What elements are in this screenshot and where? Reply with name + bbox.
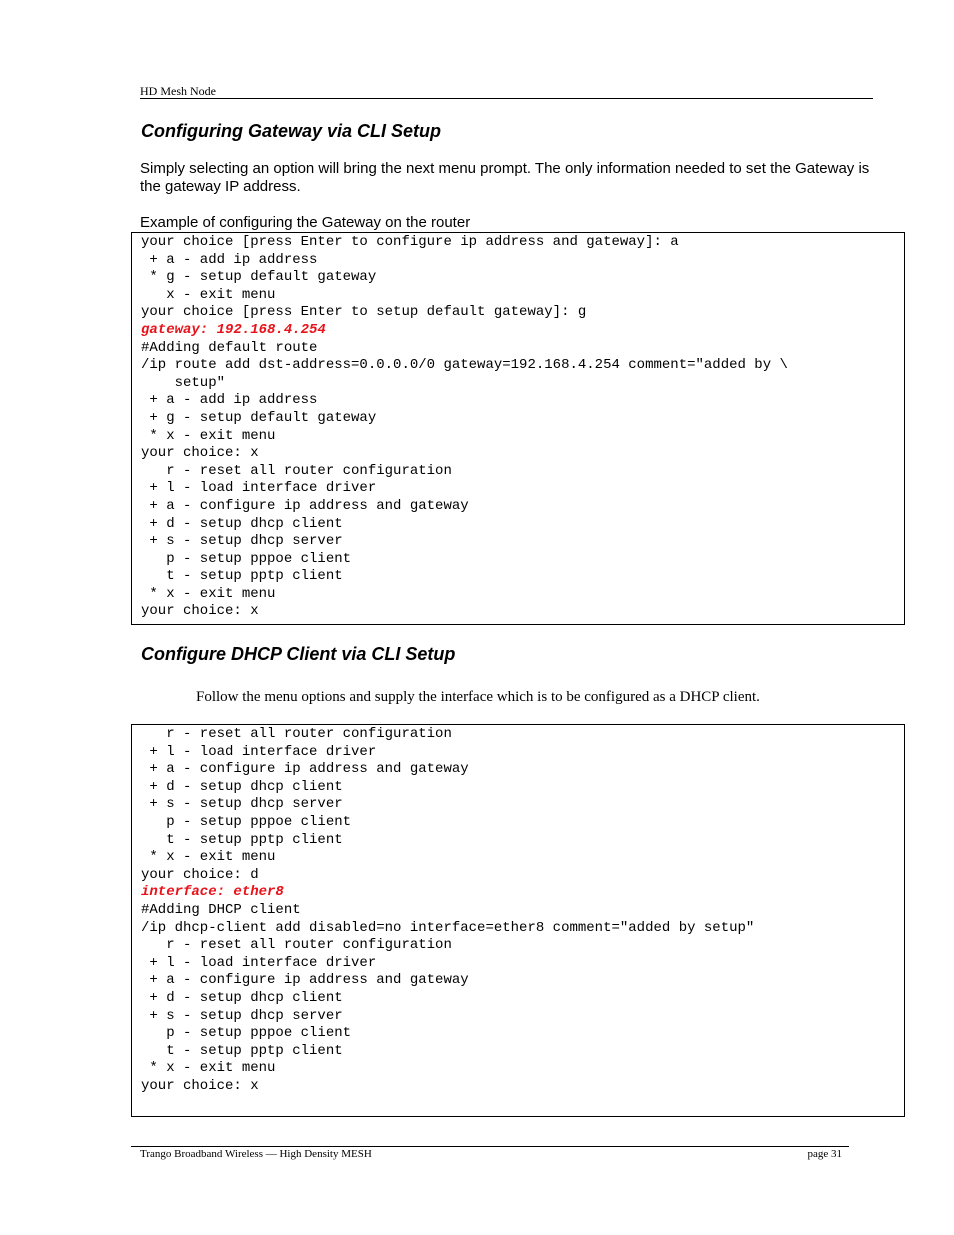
header-divider	[140, 98, 873, 99]
code-line: * x - exit menu	[141, 849, 276, 866]
code-line: your choice [press Enter to setup default gateway]: g	[141, 304, 587, 321]
code-line: /ip dhcp-client add disabled=no interface=ether8 comment="added by setup"	[141, 919, 755, 936]
code-line: /ip route add dst-address=0.0.0.0/0 gateway=192.168.4.254 comment="added by \	[141, 357, 788, 374]
code-line: + s - setup dhcp server	[141, 533, 343, 550]
code-line: * x - exit menu	[141, 427, 276, 444]
section-heading-dhcp: Configure DHCP Client via CLI Setup	[141, 644, 456, 664]
gateway-intro-paragraph: Simply selecting an option will bring the next menu prompt. The only information needed to set the Gateway is the gateway IP address.	[140, 160, 870, 195]
section-heading-gateway: Configuring Gateway via CLI Setup	[141, 121, 442, 141]
code-line: + d - setup dhcp client	[141, 778, 343, 795]
code-line: your choice [press Enter to configure ip address and gateway]: a	[141, 234, 679, 250]
code-line: #Adding default route	[141, 339, 318, 356]
code-line: + s - setup dhcp server	[141, 796, 343, 813]
gateway-code-block	[131, 232, 905, 625]
code-line: + a - configure ip address and gateway	[141, 972, 469, 989]
code-line: r - reset all router configuration	[141, 726, 452, 742]
running-header: HD Mesh Node	[140, 84, 216, 98]
code-line: + d - setup dhcp client	[141, 515, 343, 532]
gateway-example-caption: Example of configuring the Gateway on the router	[140, 214, 471, 231]
code-line: p - setup pppoe client	[141, 1025, 352, 1042]
code-line: p - setup pppoe client	[141, 813, 352, 830]
code-line: + a - configure ip address and gateway	[141, 497, 469, 514]
code-line: your choice: x	[141, 445, 259, 462]
code-line: #Adding DHCP client	[141, 901, 301, 918]
code-line: + g - setup default gateway	[141, 409, 377, 426]
code-line: your choice: x	[141, 1077, 259, 1094]
code-line: + l - load interface driver	[141, 480, 377, 497]
code-line: * x - exit menu	[141, 1060, 276, 1077]
code-line: + s - setup dhcp server	[141, 1007, 343, 1024]
code-line: t - setup pptp client	[141, 1042, 343, 1059]
code-line: r - reset all router configuration	[141, 462, 452, 479]
code-line: + d - setup dhcp client	[141, 989, 343, 1006]
code-line: x - exit menu	[141, 286, 276, 303]
code-line: your choice: x	[141, 603, 259, 620]
code-line-user-input: interface: ether8	[141, 884, 284, 901]
dhcp-intro-paragraph: Follow the menu options and supply the interface which is to be configured as a DHCP client.	[196, 689, 760, 705]
dhcp-code-block	[131, 724, 905, 1117]
code-line-user-input: gateway: 192.168.4.254	[141, 321, 326, 338]
code-line: + a - add ip address	[141, 392, 318, 409]
code-line: p - setup pppoe client	[141, 550, 352, 567]
code-line: + l - load interface driver	[141, 954, 377, 971]
code-line: + l - load interface driver	[141, 743, 377, 760]
code-line: t - setup pptp client	[141, 568, 343, 585]
code-line: + a - configure ip address and gateway	[141, 761, 469, 778]
code-line: r - reset all router configuration	[141, 937, 452, 954]
code-line: setup"	[141, 374, 226, 391]
page-number: page 31	[807, 1148, 842, 1160]
code-line: * x - exit menu	[141, 585, 276, 602]
footer-title: Trango Broadband Wireless — High Density MESH	[140, 1148, 372, 1160]
code-line: * g - setup default gateway	[141, 269, 377, 286]
code-line: t - setup pptp client	[141, 831, 343, 848]
code-line: + a - add ip address	[141, 251, 318, 268]
code-line: your choice: d	[141, 866, 259, 883]
